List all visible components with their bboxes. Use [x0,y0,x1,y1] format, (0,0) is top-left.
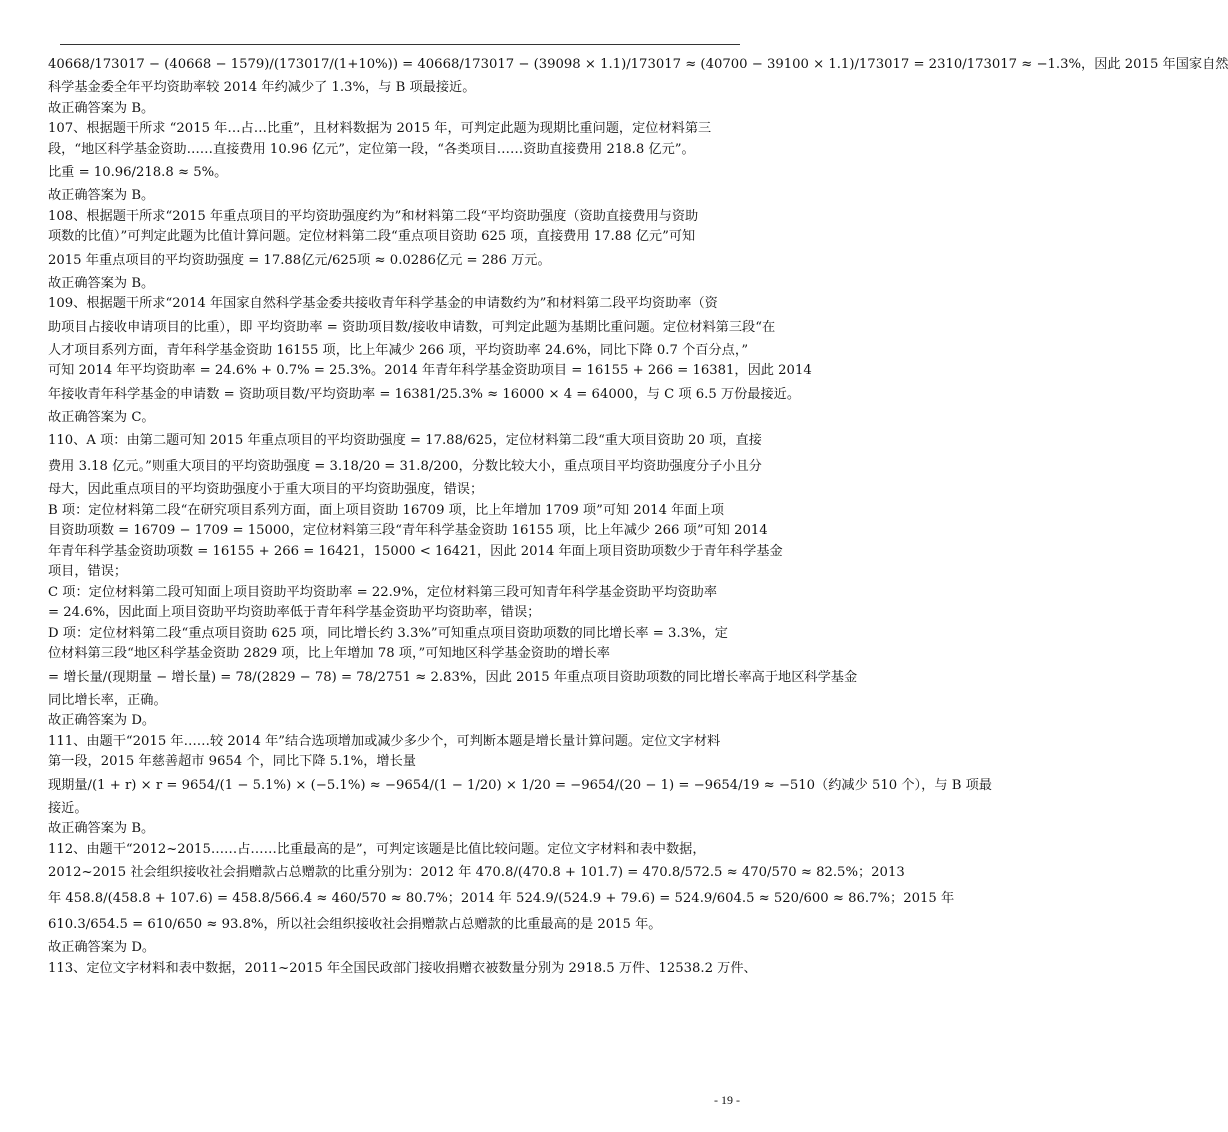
text-line: 108、根据题干所求“2015 年重点项目的平均资助强度约为”和材料第二段“平均资助强度（资助直接费用与资助 [48,208,699,224]
text-line: 可知 2014 年平均资助率 = 24.6% + 0.7% = 25.3%。2014 年青年科学基金资助项目 = 16155 + 266 = 16381，因此 2014 [48,363,812,378]
text-line: 113、定位文字材料和表中数据，2011~2015 年全国民政部门接收捐赠衣被数量分别为 2918.5 万件、12538.2 万件、 [48,960,757,976]
text-line: 故正确答案为 B。 [48,821,155,836]
text-line: 同比增长率，正确。 [48,692,167,708]
text-line: 107、根据题干所求 “2015 年…占…比重”，且材料数据为 2015 年，可判定此题为现期比重问题，定位材料第三 [48,121,712,136]
text-line: 人才项目系列方面，青年科学基金资助 16155 项，比上年减少 266 项，平均资助率 24.6%，同比下降 0.7 个百分点，” [48,342,749,358]
text-line: 年青年科学基金资助项数 = 16155 + 266 = 16421，15000 < 16421，因此 2014 年面上项目资助项数少于青年科学基金 [48,543,783,559]
text-line: 目资助项数 = 16709 − 1709 = 15000，定位材料第三段“青年科学基金资助 16155 项，比上年减少 266 项”可知 2014 [48,523,768,538]
text-line: 现期量/(1 + r) × r = 9654/(1 − 5.1%) × (−5.1%) ≈ −9654/(1 − 1/20) × 1/20 = −9654/(20 − 1) = −9654/19 ≈ −510（约减少 510 个），与 B 项最 [48,777,992,793]
text-line: 项数的比值）”可判定此题为比值计算问题。定位材料第二段“重点项目资助 625 项，直接费用 17.88 亿元”可知 [48,229,696,244]
text-line: 故正确答案为 D。 [48,940,156,955]
text-line: 年 458.8/(458.8 + 107.6) = 458.8/566.4 ≈ 460/570 ≈ 80.7%；2014 年 524.9/(524.9 + 79.6) = 524.9/604.5 ≈ 520/600 ≈ 86.7%；2015 年 [48,891,955,906]
text-line: 年接收青年科学基金的申请数 = 资助项目数/平均资助率 = 16381/25.3% ≈ 16000 × 4 = 64000，与 C 项 6.5 万份最接近。 [48,386,801,402]
text-line: 故正确答案为 D。 [48,713,156,728]
text-line: = 24.6%，因此面上项目资助平均资助率低于青年科学基金资助平均资助率，错误； [48,605,541,620]
text-line: = 增长量/(现期量 − 增长量) = 78/(2829 − 78) = 78/2751 ≈ 2.83%，因此 2015 年重点项目资助项数的同比增长率高于地区科学基金 [48,669,858,685]
text-line: 2015 年重点项目的平均资助强度 = 17.88亿元/625项 ≈ 0.0286亿元 = 286 万元。 [48,252,551,268]
text-line: 故正确答案为 B。 [48,100,155,116]
text-line: 助项目占接收申请项目的比重），即 平均资助率 = 资助项目数/接收申请数，可判定此题为基期比重问题。定位材料第三段“在 [48,319,776,335]
text-line: 40668/173017 − (40668 − 1579)/(173017/(1+10%)) = 40668/173017 − (39098 × 1.1)/173017 ≈ (40700 − 39100 × 1.1)/173017 = 2310/173017 ≈ −1.3%，因此 2015 年国家自然 [48,57,1228,72]
text-line: 2012~2015 社会组织接收社会捐赠款占总赠款的比重分别为：2012 年 470.8/(470.8 + 101.7) = 470.8/572.5 ≈ 470/570 ≈ 82.5%；2013 [48,865,905,880]
text-line: 项目，错误； [48,564,128,579]
text-line: 段，“地区科学基金资助……直接费用 10.96 亿元”，定位第一段，“各类项目……资助直接费用 218.8 亿元”。 [48,141,695,157]
text-line: 科学基金委全年平均资助率较 2014 年约减少了 1.3%，与 B 项最接近。 [48,80,476,95]
text-line: 109、根据题干所求“2014 年国家自然科学基金委共接收青年科学基金的申请数约为”和材料第二段平均资助率（资 [48,296,718,311]
text-line: 接近。 [48,800,88,816]
text-line: 故正确答案为 B。 [48,275,155,291]
text-line: 112、由题干“2012~2015……占……比重最高的是”，可判定该题是比值比较问题。定位文字材料和表中数据， [48,841,706,857]
text-line: 110、A 项：由第二题可知 2015 年重点项目的平均资助强度 = 17.88/625，定位材料第二段“重大项目资助 20 项，直接 [48,433,762,448]
text-line: 母大，因此重点项目的平均资助强度小于重大项目的平均资助强度，错误； [48,482,484,497]
text-line: B 项：定位材料第二段“在研究项目系列方面，面上项目资助 16709 项，比上年增加 1709 项”可知 2014 年面上项 [48,502,724,518]
document-body [48,52,1228,979]
text-line: 故正确答案为 C。 [48,409,155,425]
text-line: C 项：定位材料第二段可知面上项目资助平均资助率 = 22.9%，定位材料第三段可知青年科学基金资助平均资助率 [48,584,718,600]
text-line: 费用 3.18 亿元。”则重大项目的平均资助强度 = 3.18/20 = 31.8/200，分数比较大小，重点项目平均资助强度分子小且分 [48,459,762,474]
text-line: D 项：定位材料第二段“重点项目资助 625 项，同比增长约 3.3%”可知重点项目资助项数的同比增长率 = 3.3%，定 [48,625,728,641]
text-line: 位材料第三段“地区科学基金资助 2829 项，比上年增加 78 项，”可知地区科学基金资助的增长率 [48,646,610,661]
text-line: 故正确答案为 B。 [48,188,155,203]
text-line: 第一段，2015 年慈善超市 9654 个，同比下降 5.1%，增长量 [48,754,416,769]
text-line: 比重 = 10.96/218.8 ≈ 5%。 [48,165,228,180]
text-line: 111、由题干“2015 年……较 2014 年”结合选项增加或减少多少个，可判断本题是增长量计算问题。定位文字材料 [48,733,721,749]
page-number: - 19 - [714,1093,740,1107]
text-line: 610.3/654.5 = 610/650 ≈ 93.8%，所以社会组织接收社会捐赠款占总赠款的比重最高的是 2015 年。 [48,917,662,932]
header-rule [60,44,740,45]
